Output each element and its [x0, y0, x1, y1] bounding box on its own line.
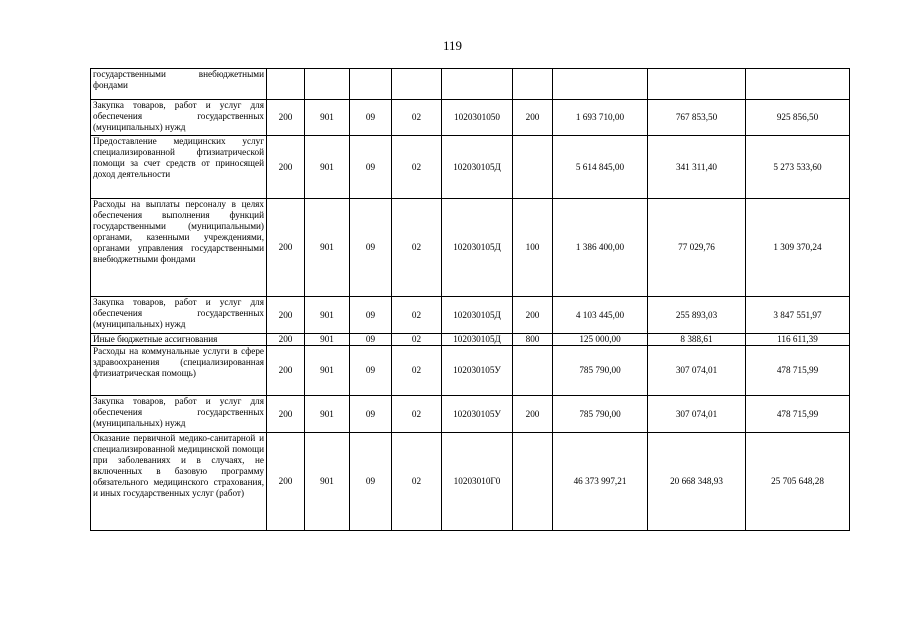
cell-amount-planned: 1 693 710,00: [553, 100, 648, 136]
cell-target-article: 102030105У: [442, 396, 513, 433]
cell-target-article: [442, 69, 513, 100]
cell-expense-type: 200: [513, 396, 553, 433]
row-description: Иные бюджетные ассигнования: [91, 334, 267, 346]
cell-code-1: [267, 69, 305, 100]
cell-expense-type: 100: [513, 199, 553, 297]
row-description: Закупка товаров, работ и услуг для обеспечения государственных (муниципальных) нужд: [91, 396, 267, 433]
cell-section: 09: [350, 199, 392, 297]
cell-amount-planned: 46 373 997,21: [553, 433, 648, 531]
table-row: [91, 396, 850, 433]
cell-code-1: 200: [267, 396, 305, 433]
cell-section: [350, 69, 392, 100]
cell-target-article: 102030105Д: [442, 199, 513, 297]
cell-amount-executed: 255 893,03: [648, 297, 746, 334]
cell-amount-planned: 125 000,00: [553, 334, 648, 346]
cell-subsection: 02: [392, 433, 442, 531]
row-description: Оказание первичной медико-санитарной и специализированной медицинской помощи при заболеваниях и в случаях, не включенных в базовую программу обязательного медицинского страхования, и иных государственных услуг (работ): [91, 433, 267, 531]
cell-target-article: 1020301050: [442, 100, 513, 136]
cell-subsection: 02: [392, 334, 442, 346]
cell-amount-executed: [648, 69, 746, 100]
cell-amount-executed: 77 029,76: [648, 199, 746, 297]
row-description: Предоставление медицинских услуг специализированной фтизиатрической помощи за счет средств от приносящей доход деятельности: [91, 136, 267, 199]
cell-subsection: 02: [392, 297, 442, 334]
cell-amount-planned: 4 103 445,00: [553, 297, 648, 334]
table-row: [91, 433, 850, 531]
cell-amount-executed: 307 074,01: [648, 346, 746, 396]
cell-target-article: 102030105Д: [442, 136, 513, 199]
cell-expense-type: 200: [513, 297, 553, 334]
cell-amount-planned: 5 614 845,00: [553, 136, 648, 199]
cell-subsection: 02: [392, 396, 442, 433]
cell-amount-remaining: 116 611,39: [746, 334, 850, 346]
cell-expense-type: 200: [513, 100, 553, 136]
cell-amount-executed: 767 853,50: [648, 100, 746, 136]
cell-section: 09: [350, 396, 392, 433]
cell-amount-executed: 341 311,40: [648, 136, 746, 199]
cell-amount-executed: 20 668 348,93: [648, 433, 746, 531]
cell-expense-type: [513, 69, 553, 100]
cell-amount-remaining: [746, 69, 850, 100]
cell-amount-planned: 1 386 400,00: [553, 199, 648, 297]
table-row: [91, 69, 850, 100]
table-row: [91, 346, 850, 396]
cell-code-1: 200: [267, 346, 305, 396]
cell-code-2: 901: [305, 334, 350, 346]
cell-code-1: 200: [267, 100, 305, 136]
cell-code-1: 200: [267, 297, 305, 334]
cell-expense-type: [513, 433, 553, 531]
cell-expense-type: 800: [513, 334, 553, 346]
cell-section: 09: [350, 346, 392, 396]
cell-subsection: 02: [392, 136, 442, 199]
cell-code-1: 200: [267, 334, 305, 346]
cell-amount-planned: 785 790,00: [553, 396, 648, 433]
cell-code-2: [305, 69, 350, 100]
cell-amount-executed: 8 388,61: [648, 334, 746, 346]
cell-subsection: 02: [392, 199, 442, 297]
cell-code-2: 901: [305, 346, 350, 396]
cell-code-1: 200: [267, 199, 305, 297]
cell-section: 09: [350, 100, 392, 136]
page-number: 119: [442, 38, 463, 53]
cell-subsection: 02: [392, 100, 442, 136]
table-row: [91, 334, 850, 346]
cell-amount-remaining: 478 715,99: [746, 396, 850, 433]
cell-amount-remaining: 25 705 648,28: [746, 433, 850, 531]
cell-amount-remaining: 478 715,99: [746, 346, 850, 396]
row-description: Расходы на коммунальные услуги в сфере здравоохранения (специализированная фтизиатрическая помощь): [91, 346, 267, 396]
cell-code-2: 901: [305, 136, 350, 199]
cell-section: 09: [350, 297, 392, 334]
cell-subsection: [392, 69, 442, 100]
row-description: Расходы на выплаты персоналу в целях обеспечения выполнения функций государственными (муниципальными) органами, казенными учреждениями, органами управления государственными внебюджетными фондами: [91, 199, 267, 297]
cell-amount-remaining: 925 856,50: [746, 100, 850, 136]
cell-section: 09: [350, 433, 392, 531]
cell-amount-remaining: 3 847 551,97: [746, 297, 850, 334]
cell-expense-type: [513, 346, 553, 396]
cell-amount-planned: 785 790,00: [553, 346, 648, 396]
table-row: [91, 100, 850, 136]
cell-code-1: 200: [267, 136, 305, 199]
cell-expense-type: [513, 136, 553, 199]
cell-code-1: 200: [267, 433, 305, 531]
cell-code-2: 901: [305, 433, 350, 531]
row-description: Закупка товаров, работ и услуг для обеспечения государственных (муниципальных) нужд: [91, 100, 267, 136]
budget-table: [90, 68, 850, 531]
row-description: государственными внебюджетными фондами: [91, 69, 267, 100]
cell-code-2: 901: [305, 297, 350, 334]
cell-code-2: 901: [305, 396, 350, 433]
cell-code-2: 901: [305, 100, 350, 136]
cell-amount-executed: 307 074,01: [648, 396, 746, 433]
cell-target-article: 102030105У: [442, 346, 513, 396]
table-row: [91, 136, 850, 199]
cell-subsection: 02: [392, 346, 442, 396]
cell-amount-remaining: 1 309 370,24: [746, 199, 850, 297]
cell-target-article: 102030105Д: [442, 334, 513, 346]
cell-section: 09: [350, 334, 392, 346]
cell-amount-planned: [553, 69, 648, 100]
cell-target-article: 102030105Д: [442, 297, 513, 334]
table-row: [91, 297, 850, 334]
row-description: Закупка товаров, работ и услуг для обеспечения государственных (муниципальных) нужд: [91, 297, 267, 334]
cell-code-2: 901: [305, 199, 350, 297]
cell-amount-remaining: 5 273 533,60: [746, 136, 850, 199]
cell-target-article: 10203010Г0: [442, 433, 513, 531]
cell-section: 09: [350, 136, 392, 199]
table-row: [91, 199, 850, 297]
